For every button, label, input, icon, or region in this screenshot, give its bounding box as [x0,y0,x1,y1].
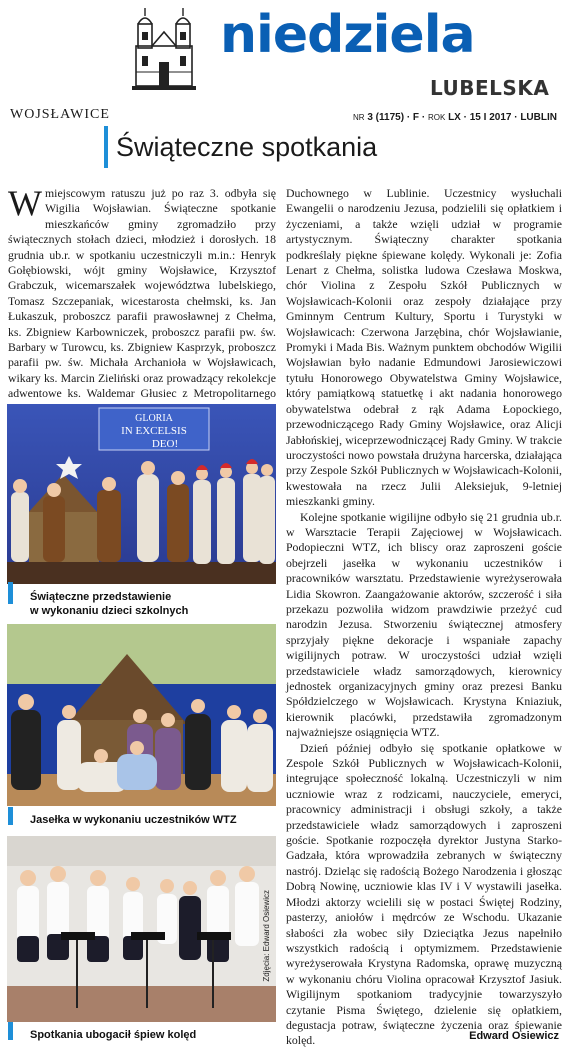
article-title: Świąteczne spotkania [116,132,378,162]
article-paragraph: Duchownego w Lublinie. Uczestnicy wysłuchali Ewangelii o narodzeniu Jezusa, podzielili się opłatkiem i życzeniami, a także wzięli udział w programie artystycznym. Świąteczny charakter spotkania podkreślały piękne śpiewane kolędy. Wykonali je: Zofia Lenart z Chełma, solistka ludowa Czesława Moskwa, chór Violina z Zespołu Szkół Publicznych w Wojsławicach-Kolonii oraz zespoły działające przy Gminnym Centrum Kultury, Sportu i Turystyki w Wojsławicach: Czerwona Jarzębina, chór Wojsławianie, Promyki i Mada Bis. Ważnym punktem obchodów Wigilii Wojsławian było nadanie Edmundowi Jarosiewiczowi tytułu Honorowego Obywatelstwa Gminy Wojsławice, który pamiątkową statuetkę i akt nadania honorowego obywatelstwa odebrał z rąk Adama Łopockiego, przewodniczącego Rady Gminy Wojsławice, oraz Alicji Jabłońskiej, wiceprzewodniczącej Rady Gminy. W trakcie uroczystości nowo powstała drużyna harcerska, działająca przy Zespole Szkół Publicznych w Wojsławicach-Kolonii, kwestowała na rzecz Julii Aleksiejuk, 9-letniej mieszkanki gminy. [286,186,562,509]
caption-photo-3 [8,1028,268,1042]
banner-text-2: IN EXCELSIS [121,425,187,437]
photo-credit: Zdjęcia: Edward Osiewicz [262,890,271,982]
church-icon [130,6,198,92]
article-column-1 [8,183,276,417]
issue-rok-label: ROK [427,113,446,122]
photo-wtz-nativity [7,624,276,806]
title-accent-bar [104,126,108,168]
dropcap: W [8,183,42,223]
banner-text-1: GLORIA [135,413,173,424]
issue-date: · 15 I 2017 · [463,112,518,123]
issue-nr: 3 (1175) [367,112,405,123]
section-tag: WOJSŁAWICE [10,107,110,122]
banner-text-3: DEO! [151,438,179,450]
brand-subtitle: LUBELSKA [430,76,550,100]
issue-rok: LX [448,112,461,123]
caption-accent-bar [8,807,13,825]
caption-photo-1 [8,590,268,618]
article-paragraph [8,183,276,417]
issue-city: LUBLIN [520,112,557,123]
photo-school-nativity [7,404,276,584]
article-paragraph: Dzień później odbyło się spotkanie opłatkowe w Zespole Szkół Publicznych w Wojsławicach-Kolonii, integrujące społeczność lokalną. Uczestniczyli w nim uczniowie wraz z rodzicami, nauczyciele, emeryci, pracownicy administracji i obsługi szkoły, a także przedstawiciele władz samorządowych i zaproszeni goście. Spotkanie rozpoczęła dyrektor Justyna Starko-Gadzała, która wprowadziła zebranych w świąteczny nastrój. Dzieląc się radością Bożego Narodzenia i głosząc Dobrą Nowinę, uczniowie klas IV i V wystawili jasełka. Młodzi aktorzy wcielili się w postaci Świętej Rodziny, pasterzy, aniołów i mędrców ze Wschodu. Ukazanie słabości zła wobec siły Dzieciątka Jezus napełniło wszystkich radością i optymizmem. Przedstawienie wyreżyserowała Krystyna Radomska, oprawę muzyczną w wykonaniu chóru Violina opracował Krzysztof Jasiuk. Wigilijnym spotkaniom tradycyjnie towarzyszyło czytanie Pisma Świętego, dzielenie się opłatkiem, degustacja potraw, świąteczne życzenia oraz śpiewanie kolęd. [286,740,562,1048]
photo-choir [7,836,276,1022]
caption-text: Jasełka w wykonaniu uczestników WTZ [30,814,237,826]
article-column-2 [286,186,562,1049]
caption-photo-2 [8,813,268,827]
article-author: Edward Osiewicz [469,1030,559,1042]
caption-text: Spotkania ubogacił śpiew kolęd [30,1029,197,1041]
issue-nr-label: NR [353,113,365,122]
brand-title: niedziela [220,5,475,65]
caption-text: w wykonaniu dzieci szkolnych [30,605,189,617]
masthead [0,0,569,104]
caption-accent-bar [8,582,13,604]
caption-text: Świąteczne przedstawienie [30,591,172,603]
issue-f: · F · [406,112,426,123]
caption-accent-bar [8,1022,13,1040]
article-paragraph: Kolejne spotkanie wigilijne odbyło się 21 grudnia ub.r. w Warsztacie Terapii Zajęciowej w Wojsławicach. Podopieczni WTZ, ich bliscy oraz zaproszeni goście obejrzeli jasełka w wykonaniu uczestników i pracowników warsztatu. Przedstawienie wyreżyserowała Lidia Skowron. Zaangażowanie aktorów, szczerość i siła przekazu pozwoliła widzom prawdziwie przeżyć cud narodzin Jezusa. Stworzeniu świątecznej atmosfery sprzyjały piękne dekoracje i wspaniałe zapachy wigilijnych potraw. W uroczystości udział wzięli przedstawiciele władz samorządowych, kierownicy jednostek organizacyjnych gminy oraz prezesi Banku Spółdzielczego w Wojsławicach. Krystyna Kniaziuk, kierownik placówki, przedstawiła zgromadzonym najważniejsze osiągnięcia WTZ. [286,509,562,740]
issue-info [353,112,557,123]
paragraph-text: miejscowym ratuszu już po raz 3. odbyła się Wigilia Wojsławian. Świąteczne spotkanie mieszkańców gminy zgromadziło przy świątecznych stołach dzieci, młodzież i dorosłych. 18 grudnia ub.r. w spotkaniu uczestniczyli m.in.: Henryk Gołębiowski, wójt gminy Wojsławice, Krzysztof Grabczuk, wicemarszałek województwa lubelskiego, Tomasz Szczepaniak, wicestarosta chełmski, ks. Jan Łukaszuk, proboszcz parafii prawosławnej z Chełma, ks. Zbigniew Karbowniczek, proboszcz parafii pw. św. Barbary w Turowcu, ks. Zbigniew Kasprzyk, proboszcz parafii pw. św. Michała Archanioła w Wojsławicach, wikary ks. Marcin Zieliński oraz prowadzący rekolekcje adwentowe ks. Waldemar Głusiec z Metropolitarnego [8,186,276,401]
